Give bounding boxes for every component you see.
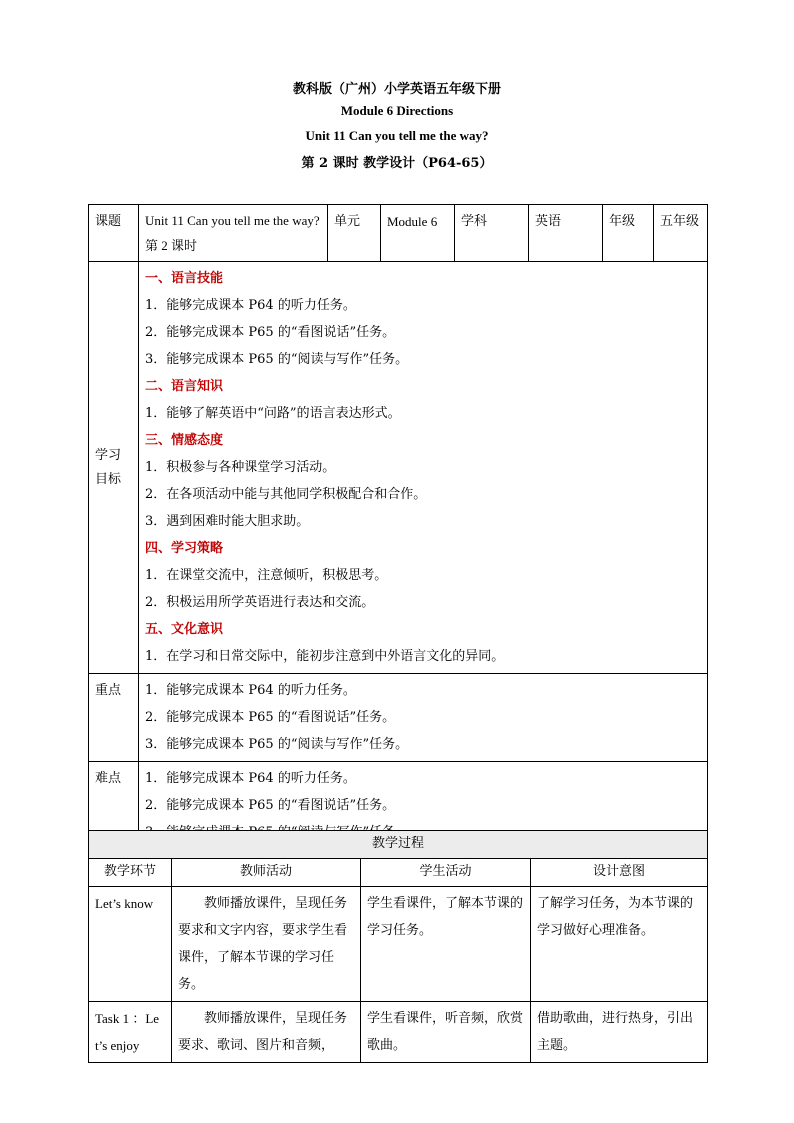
process-intent: 了解学习任务，为本节课的学习做好心理准备。 [531, 887, 708, 1002]
objective-item: 1．在学习和日常交际中，能初步注意到中外语言文化的异同。 [145, 649, 505, 664]
key-points-row [89, 674, 708, 762]
col-header-student: 学生活动 [361, 859, 531, 887]
process-student-activity: 学生看课件，听音频，欣赏歌曲。 [361, 1002, 531, 1063]
doc-title-unit: Unit 11 Can you tell me the way? [305, 128, 489, 143]
process-row [89, 1002, 708, 1063]
key-point-item: 1．能够完成课本 P64 的听力任务。 [145, 683, 356, 698]
process-student-activity: 学生看课件，了解本节课的学习任务。 [361, 887, 531, 1002]
unit-value: Module 6 [381, 205, 455, 262]
key-point-item: 3．能够完成课本 P65 的“阅读与写作”任务。 [145, 737, 409, 752]
objective-item: 3．能够完成课本 P65 的“阅读与写作”任务。 [145, 352, 409, 367]
process-step: Task 1 ：Let’s enjoy [89, 1002, 172, 1063]
process-title: 教学过程 [89, 831, 708, 859]
unit-label: 单元 [328, 205, 381, 262]
objective-section-title: 一、语言技能 [145, 271, 224, 286]
lesson-info-table [88, 204, 708, 850]
key-point-item: 2．能够完成课本 P65 的“看图说话”任务。 [145, 710, 396, 725]
objective-item: 1．能够完成课本 P64 的听力任务。 [145, 298, 356, 313]
objective-item: 1．能够了解英语中“问路”的语言表达形式。 [145, 406, 401, 421]
objective-section-title: 四、学习策略 [145, 541, 224, 556]
process-header-row [89, 859, 708, 887]
process-intent: 借助歌曲，进行热身，引出主题。 [531, 1002, 708, 1063]
objective-section-title: 五、文化意识 [145, 622, 224, 637]
objective-item: 2．在各项活动中能与其他同学积极配合和合作。 [145, 487, 427, 502]
teaching-process-table [88, 830, 708, 1063]
key-points-content [139, 674, 708, 762]
process-teacher-activity: 教师播放课件，呈现任务要求、歌词、图片和音频， [172, 1002, 361, 1063]
objective-item: 2．能够完成课本 P65 的“看图说话”任务。 [145, 325, 396, 340]
objectives-label: 学习目标 [89, 262, 139, 674]
doc-title-textbook: 教科版（广州）小学英语五年级下册 [292, 82, 501, 97]
topic-row [89, 205, 708, 262]
objective-section-title: 三、情感态度 [145, 433, 224, 448]
difficult-points-label: 难点 [89, 762, 139, 850]
objective-item: 3．遇到困难时能大胆求助。 [145, 514, 310, 529]
topic-value: Unit 11 Can you tell me the way? 第 2 课时 [139, 205, 328, 262]
objective-section-title: 二、语言知识 [145, 379, 224, 394]
process-row [89, 887, 708, 1002]
subject-value: 英语 [529, 205, 603, 262]
objectives-content [139, 262, 708, 674]
grade-value: 五年级 [654, 205, 708, 262]
objective-item: 1．在课堂交流中，注意倾听，积极思考。 [145, 568, 388, 583]
col-header-step: 教学环节 [89, 859, 172, 887]
doc-title-module: Module 6 Directions [340, 103, 454, 118]
process-title-row [89, 831, 708, 859]
doc-title-lesson: 第 2 课时 教学设计（P64-65） [301, 156, 493, 171]
objectives-row [89, 262, 708, 674]
difficult-point-item: 2．能够完成课本 P65 的“看图说话”任务。 [145, 798, 396, 813]
topic-label: 课题 [89, 205, 139, 262]
col-header-intent: 设计意图 [531, 859, 708, 887]
process-step: Let’s know [89, 887, 172, 1002]
objective-item: 1．积极参与各种课堂学习活动。 [145, 460, 336, 475]
difficult-point-item: 1．能够完成课本 P64 的听力任务。 [145, 771, 356, 786]
key-points-label: 重点 [89, 674, 139, 762]
subject-label: 学科 [455, 205, 529, 262]
grade-label: 年级 [603, 205, 654, 262]
objective-item: 2．积极运用所学英语进行表达和交流。 [145, 595, 375, 610]
col-header-teacher: 教师活动 [172, 859, 361, 887]
process-teacher-activity: 教师播放课件，呈现任务要求和文字内容，要求学生看课件，了解本节课的学习任务。 [172, 887, 361, 1002]
